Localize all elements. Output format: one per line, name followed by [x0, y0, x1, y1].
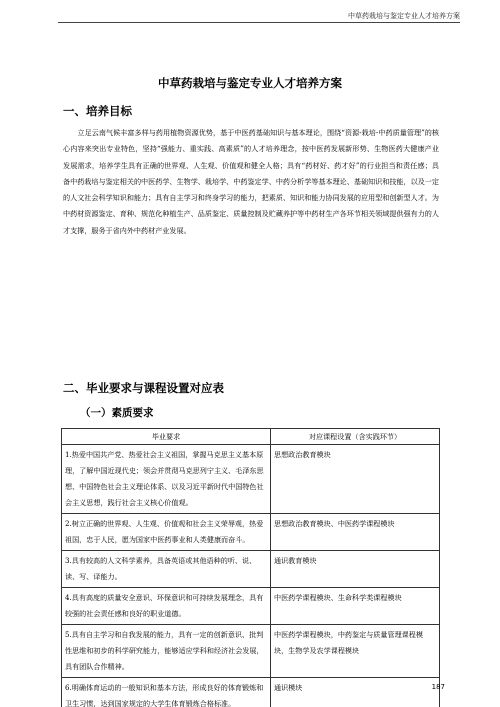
requirement-cell: 4.具有高度的质量安全意识、环保意识和可持续发展理念，具有较强的社会责任感和良好的职业道德。 — [62, 588, 271, 625]
section-heading-requirements-table: 二、毕业要求与课程设置对应表 — [63, 381, 224, 395]
requirement-cell: 2.树立正确的世界观、人生观、价值观和社会主义荣辱观，热爱祖国，忠于人民，愿为国家中医药事业和人类健康而奋斗。 — [62, 514, 271, 551]
page-number: 187 — [431, 683, 445, 691]
courses-cell: 思想政治教育模块、中医药学课程模块 — [271, 514, 440, 551]
section-heading-training-objectives: 一、培养目标 — [63, 104, 132, 118]
table-row — [62, 445, 440, 514]
requirements-table — [61, 428, 440, 707]
table-row — [62, 588, 440, 625]
header-rule — [58, 22, 460, 23]
table-row — [62, 625, 440, 678]
table-row — [62, 678, 440, 707]
table-row — [62, 551, 440, 588]
table-header-row — [62, 429, 440, 445]
courses-cell: 中医药学课程模块，中药鉴定与质量管理课程模块，生物学及农学课程模块 — [271, 625, 440, 678]
requirement-cell: 1.热爱中国共产党、热爱社会主义祖国，掌握马克思主义基本原理，了解中国近现代史；领会并贯彻马克思列宁主义、毛泽东思想、中国特色社会主义理论体系、以及习近平新时代中国特色社会主义思想，践行社会主义核心价值观。 — [62, 445, 271, 514]
document-title: 中草药栽培与鉴定专业人才培养方案 — [158, 76, 342, 90]
courses-cell: 通识教育模块 — [271, 551, 440, 588]
training-objectives-paragraph: 立足云南气候丰富多样与药用植物资源优势，基于中医药基础知识与基本理论，围绕“资源-栽培-中药质量管理”的核心内容来突出专业特色，坚持“强能力、重实践、高素质”的人才培养理念，按中医药发展新形势、生物医药大健康产业发展需求，培养学生具有正确的世界观、人生观、价值观和健全人格；具有“药材好、药才好”的行业担当和责任感；具备中药栽培与鉴定相关的中医药学、生物学、栽培学、中药鉴定学、中药分析学等基本理论、基础知识和技能，以及一定的人文社会科学知识和能力；具有自主学习和终身学习的能力，把素质、知识和能力协同发展的应用型和创新型人才。为中药材资源鉴定、育种、规范化种植生产、品质鉴定、质量控制及贮藏养护等中药材生产各环节相关领域提供强有力的人才支撑，服务于省内外中药材产业发展。 — [63, 128, 439, 235]
courses-cell: 思想政治教育模块 — [271, 445, 440, 514]
requirement-cell: 6.明确体育运动的一般知识和基本方法，形成良好的体育锻炼和卫生习惯，达到国家规定的大学生体育锻炼合格标准。 — [62, 678, 271, 707]
requirement-cell: 3.具有较高的人文科学素养，具备英语或其他语种的听、说、读、写、译能力。 — [62, 551, 271, 588]
column-header-courses: 对应课程设置（含实践环节） — [271, 429, 440, 445]
running-header: 中草药栽培与鉴定专业人才培养方案 — [348, 12, 460, 20]
courses-cell: 中医药学课程模块、生命科学类课程模块 — [271, 588, 440, 625]
column-header-requirement: 毕业要求 — [62, 429, 271, 445]
courses-cell: 通识模块 — [271, 678, 440, 707]
subsection-heading-quality-requirements: （一）素质要求 — [80, 407, 154, 419]
requirement-cell: 5.具有自主学习和自我发展的能力，具有一定的创新意识、批判性思维和初步的科学研究能力，能够适应学科和经济社会发展，具有团队合作精神。 — [62, 625, 271, 678]
table-row — [62, 514, 440, 551]
